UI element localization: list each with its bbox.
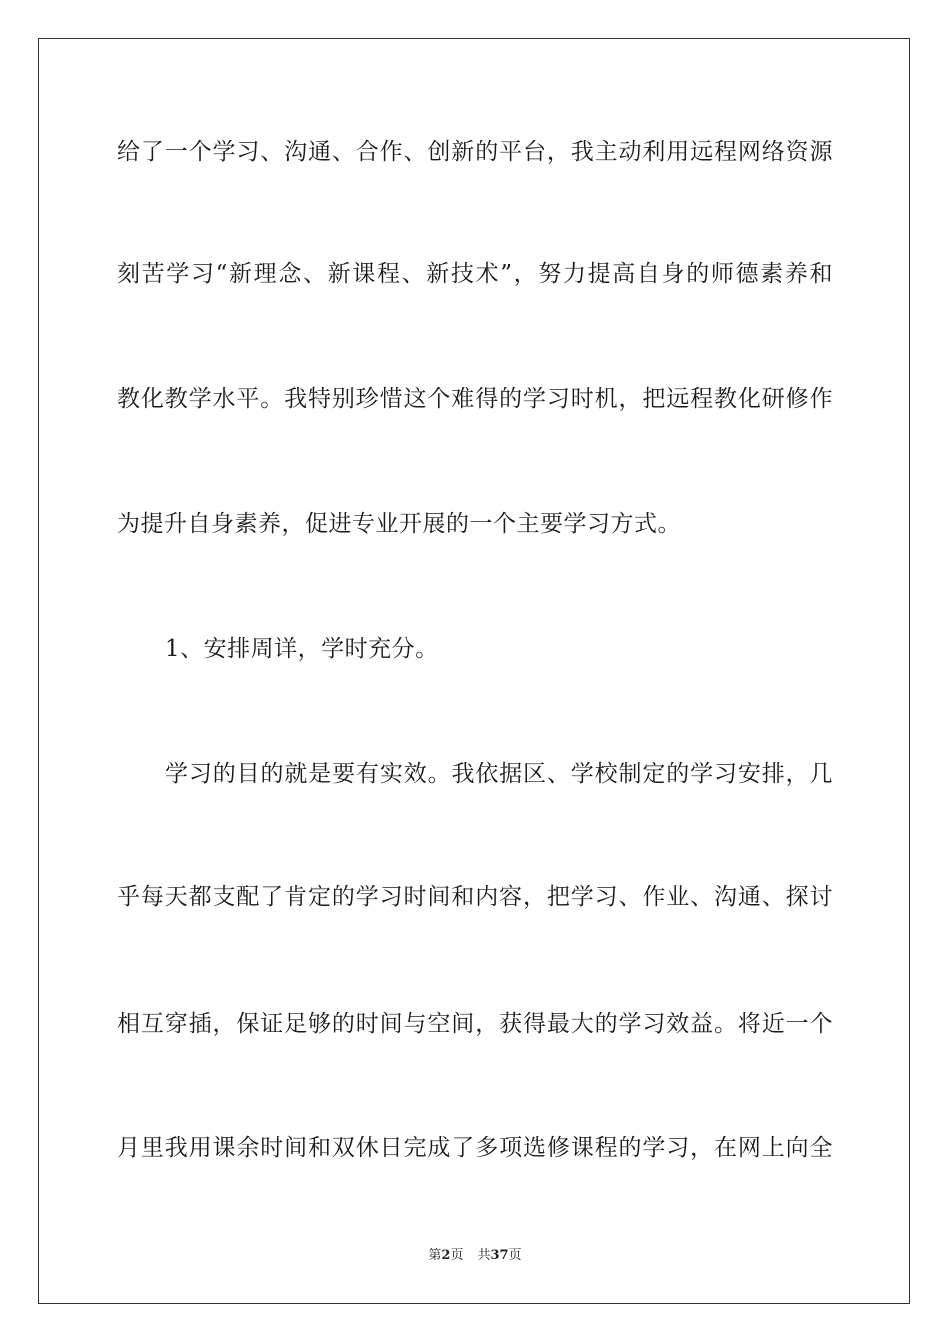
footer-page-suffix: 页 bbox=[450, 1248, 464, 1263]
footer-page-number: 2 bbox=[441, 1248, 451, 1263]
paragraph-line-3: 教化教学水平。我特别珍惜这个难得的学习时机，把远程教化研修作 bbox=[117, 386, 833, 412]
paragraph-line-2: 刻苦学习“新理念、新课程、新技术”，努力提高自身的师德素养和 bbox=[117, 261, 833, 287]
page-footer bbox=[0, 1247, 950, 1265]
footer-page-prefix: 第 bbox=[428, 1248, 442, 1263]
paragraph-line-6: 学习的目的就是要有实效。我依据区、学校制定的学习安排，几 bbox=[165, 761, 833, 787]
paragraph-line-1: 给了一个学习、沟通、合作、创新的平台，我主动利用远程网络资源 bbox=[117, 139, 833, 165]
section-heading: 1、安排周详，学时充分。 bbox=[165, 636, 439, 662]
paragraph-line-9: 月里我用课余时间和双休日完成了多项选修课程的学习，在网上向全 bbox=[117, 1135, 833, 1161]
page-frame bbox=[38, 38, 910, 1304]
paragraph-line-7: 乎每天都支配了肯定的学习时间和内容，把学习、作业、沟通、探讨 bbox=[117, 884, 833, 910]
footer-total-prefix: 共 bbox=[477, 1248, 491, 1263]
footer-total-suffix: 页 bbox=[508, 1248, 522, 1263]
paragraph-line-8: 相互穿插，保证足够的时间与空间，获得最大的学习效益。将近一个 bbox=[117, 1011, 833, 1037]
footer-total-pages: 37 bbox=[490, 1248, 509, 1263]
paragraph-line-4: 为提升自身素养，促进专业开展的一个主要学习方式。 bbox=[117, 511, 681, 537]
